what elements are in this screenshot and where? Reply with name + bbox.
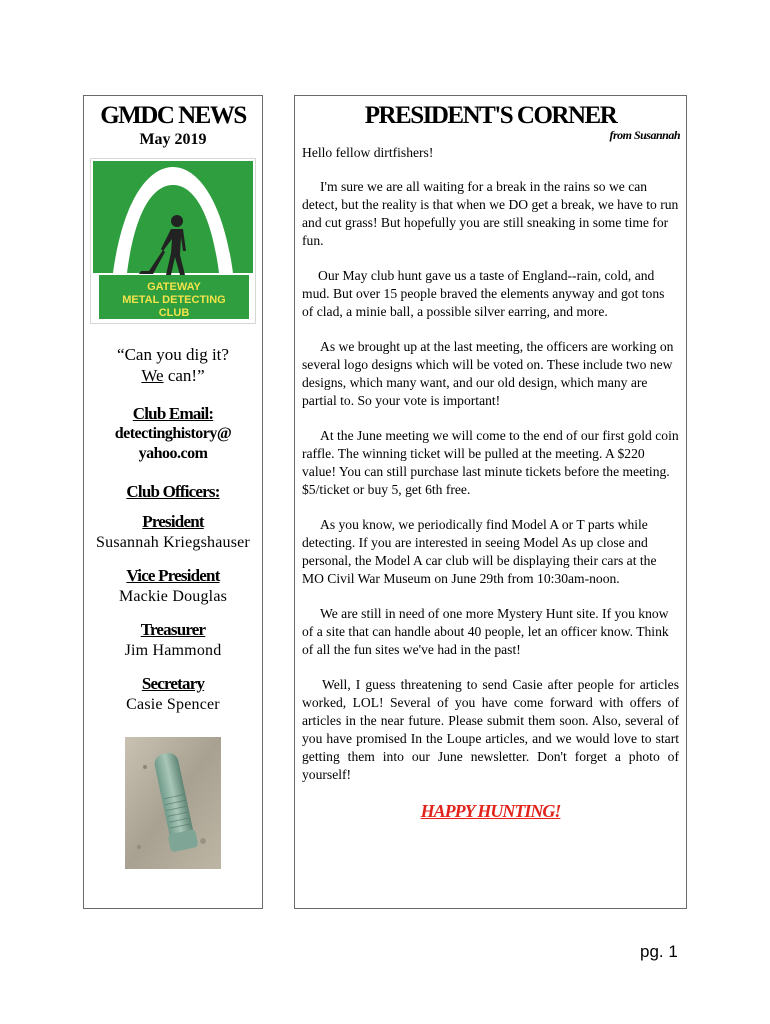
club-motto <box>84 344 262 386</box>
motto-we: We <box>141 366 164 385</box>
motto-line1: “Can you dig it? <box>117 345 229 364</box>
logo-text-line2: METAL DETECTING <box>122 294 226 306</box>
officer-role: Treasurer <box>140 620 206 639</box>
paragraph: As you know, we periodically find Model A or T parts while detecting. If you are interested in seeing Model As up close and personal, the Model A car club will be displaying their cars at the MO Civil War Museum on June 29th from 10:30am-noon. <box>302 517 657 586</box>
club-email-line2: yahoo.com <box>138 445 208 462</box>
paragraph: I'm sure we are all waiting for a break in the rains so we can detect, but the reality is that when we DO get a break, we have to run and cut grass! But hopefully you are still sneaking in some time for fun. <box>302 179 679 248</box>
officer-role: President <box>142 512 204 531</box>
closing-message: HAPPY HUNTING! <box>420 801 561 821</box>
officer-name: Mackie Douglas <box>118 588 228 605</box>
officer-role: Secretary <box>141 674 205 693</box>
club-email-line1: detectinghistory@ <box>114 425 232 442</box>
sidebar-column <box>83 95 263 909</box>
officer-name: Casie Spencer <box>126 696 220 713</box>
presidents-corner-title: PRESIDENT'S CORNER <box>364 102 617 129</box>
club-email-label: Club Email: <box>132 404 214 423</box>
club-officers-label: Club Officers: <box>126 482 220 501</box>
paragraph: Well, I guess threatening to send Casie after people for articles worked, LOL! Several of you have come forward with offers of articles in the near future. Please submit them soon. Also, several of you have promised In the Loupe articles, and we would love to start getting them into our June newsletter. Don't forget a photo of yourself! <box>302 677 679 782</box>
article-body <box>295 144 686 784</box>
logo-text-line3: CLUB <box>158 307 190 319</box>
paragraph: Our May club hunt gave us a taste of England--rain, cold, and mud. But over 15 people braved the elements anyway and got tons of clad, a minie ball, a possible silver earring, and more. <box>302 268 665 319</box>
article-byline: from Susannah <box>609 128 680 142</box>
logo-text-line1: GATEWAY <box>147 281 201 293</box>
officer-name: Susannah Kriegshauser <box>96 534 250 551</box>
greeting: Hello fellow dirtfishers! <box>302 145 434 160</box>
newsletter-title: GMDC NEWS <box>100 102 246 129</box>
thimble-image <box>125 737 221 869</box>
paragraph: At the June meeting we will come to the end of our first gold coin raffle. The winning ticket will be pulled at the meeting. A $220 value! You can still purchase last minute tickets before the meeting. $5/ticket or buy 5, get 6th free. <box>302 428 679 497</box>
officer-name: Jim Hammond <box>124 642 222 659</box>
newsletter-date: May 2019 <box>139 131 207 148</box>
thimble-photo <box>125 737 221 869</box>
officer-role: Vice President <box>126 566 220 585</box>
paragraph: We are still in need of one more Mystery Hunt site. If you know of a site that can handle about 40 people, let an officer know. Think of all the fun sites we've had in the past! <box>302 606 669 657</box>
club-logo <box>90 158 256 324</box>
paragraph: As we brought up at the last meeting, the officers are working on several logo designs which will be voted on. These include two new designs, which many want, and our old design, which many are partial to. So your vote is important! <box>302 339 674 408</box>
arch-logo-graphic <box>91 159 257 325</box>
motto-rest: can!” <box>163 366 205 385</box>
presidents-corner-column <box>294 95 687 909</box>
page-number: pg. 1 <box>640 942 678 961</box>
motto-line2 <box>84 365 262 386</box>
